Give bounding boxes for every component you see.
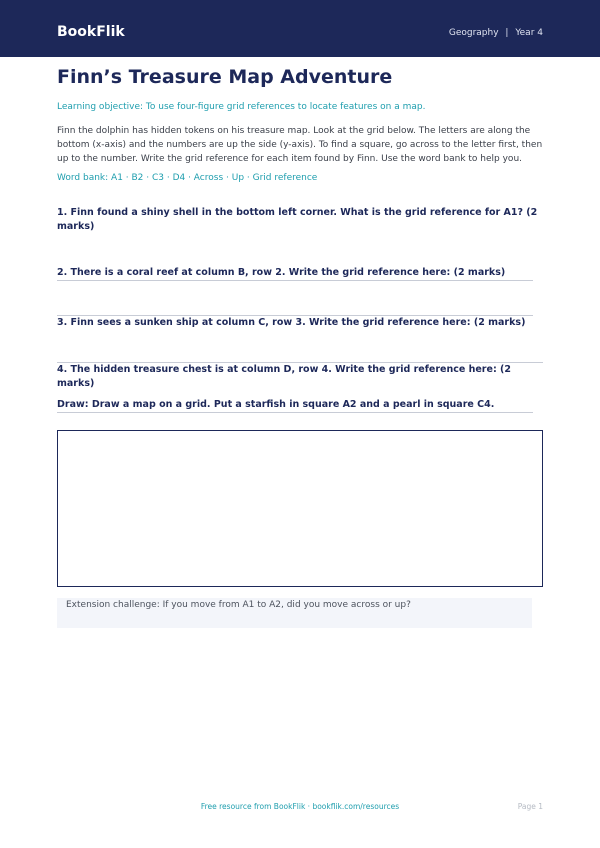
- intro-paragraph: Finn the dolphin has hidden tokens on his treasure map. Look at the grid below. The letters are along the bottom (x-axis) and the numbers are up the side (y-axis). To find a square, go across to the letter first, then up to the number. Write the grid reference for each item found by Finn. Use the word bank to help you.: [57, 126, 543, 164]
- footer-credit[interactable]: Free resource from BookFlik · bookflik.com/resources: [200, 802, 400, 811]
- brand-logo[interactable]: BookFlik: [57, 24, 125, 40]
- question-4: 4. The hidden treasure chest is at column D, row 4. Write the grid reference here: (2 marks): [57, 362, 543, 391]
- word-bank: Word bank: A1 · B2 · C3 · D4 · Across · Up · Grid reference: [57, 173, 318, 183]
- page-number: Page 1: [517, 802, 543, 811]
- question-1: 1. Finn found a shiny shell in the bottom left corner. What is the grid reference for A1? (2 marks): [57, 207, 538, 232]
- worksheet-title: Finn’s Treasure Map Adventure: [57, 66, 393, 88]
- drawing-area[interactable]: [57, 430, 543, 587]
- draw-task: Draw: Draw a map on a grid. Put a starfish in square A2 and a pearl in square C4.: [57, 398, 533, 413]
- subject-label: Geography: [448, 28, 499, 38]
- question-3: 3. Finn sees a sunken ship at column C, row 3. Write the grid reference here: (2 marks): [57, 315, 533, 330]
- meta-separator: |: [505, 28, 509, 38]
- page-header: [0, 0, 600, 57]
- question-2: 2. There is a coral reef at column B, row 2. Write the grid reference here: (2 marks): [57, 266, 533, 281]
- extension-challenge: [57, 598, 532, 628]
- extension-text: Extension challenge: If you move from A1 to A2, did you move across or up?: [66, 600, 411, 610]
- subject-year-label: [449, 27, 543, 39]
- learning-objective: Learning objective: To use four-figure grid references to locate features on a map.: [57, 102, 426, 112]
- year-label: Year 4: [515, 28, 543, 38]
